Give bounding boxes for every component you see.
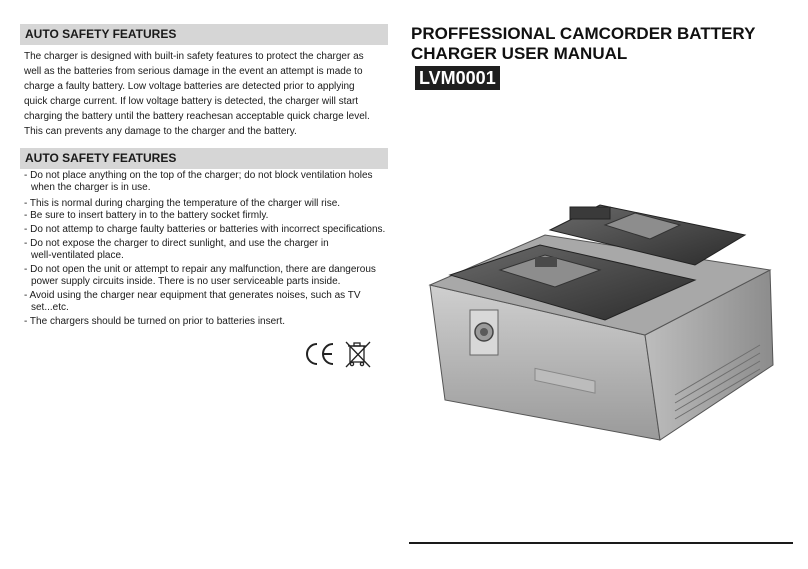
crossed-out-wheelie-bin-icon	[346, 342, 370, 367]
bullet-item-continuation: set...etc.	[31, 302, 69, 313]
manual-title	[411, 24, 791, 64]
paragraph-line: quick charge current. If low voltage battery is detected, the charger will start	[24, 96, 359, 107]
ce-mark-icon	[307, 344, 333, 364]
bullet-item: - The chargers should be turned on prior to batteries insert.	[24, 316, 286, 327]
manual-title-line: PROFFESSIONAL CAMCORDER BATTERY	[411, 24, 756, 43]
section-header-auto-safety-1: AUTO SAFETY FEATURES	[20, 24, 388, 45]
paragraph-line: well as the batteries from serious damage in the event an attempt is made to	[24, 66, 363, 77]
auto-safety-paragraph	[24, 49, 384, 139]
compliance-marks-svg	[303, 340, 375, 368]
bullet-item-continuation: when the charger is in use.	[31, 182, 151, 193]
bullet-item: - Be sure to insert battery in to the battery socket firmly.	[24, 210, 269, 221]
paragraph-line: charge a faulty battery. Low voltage batteries are detected prior to applying	[24, 81, 355, 92]
paragraph-line: charging the battery until the battery reachesan acceptable quick charge level.	[24, 111, 370, 122]
bullet-item: - Do not attemp to charge faulty batteries or batteries with incorrect specifications.	[24, 224, 386, 235]
section-header-auto-safety-2: AUTO SAFETY FEATURES	[20, 148, 388, 169]
battery-charger-illustration	[425, 195, 775, 445]
paragraph-line: This can prevents any damage to the charger and the battery.	[24, 126, 297, 137]
bullet-item-continuation: well-ventilated place.	[31, 250, 124, 261]
bullet-item: - Do not place anything on the top of the charger; do not block ventilation holes	[24, 170, 373, 181]
battery-charger-photo	[425, 195, 775, 450]
model-number-badge: LVM0001	[415, 66, 500, 90]
paragraph-line: The charger is designed with built-in safety features to protect the charger as	[24, 51, 364, 62]
bullet-item: - This is normal during charging the temperature of the charger will rise.	[24, 198, 341, 209]
manual-title-line: CHARGER USER MANUAL	[411, 44, 628, 63]
bullet-item: - Avoid using the charger near equipment that generates noises, such as TV	[24, 290, 361, 301]
bullet-item-continuation: power supply circuits inside. There is no user serviceable parts inside.	[31, 276, 341, 287]
compliance-marks	[303, 340, 375, 368]
bullet-item: - Do not open the unit or attempt to repair any malfunction, there are dangerous	[24, 264, 376, 275]
safety-bullet-list	[24, 170, 392, 328]
bullet-item: - Do not expose the charger to direct sunlight, and use the charger in	[24, 238, 329, 249]
bottom-rule	[409, 542, 793, 544]
